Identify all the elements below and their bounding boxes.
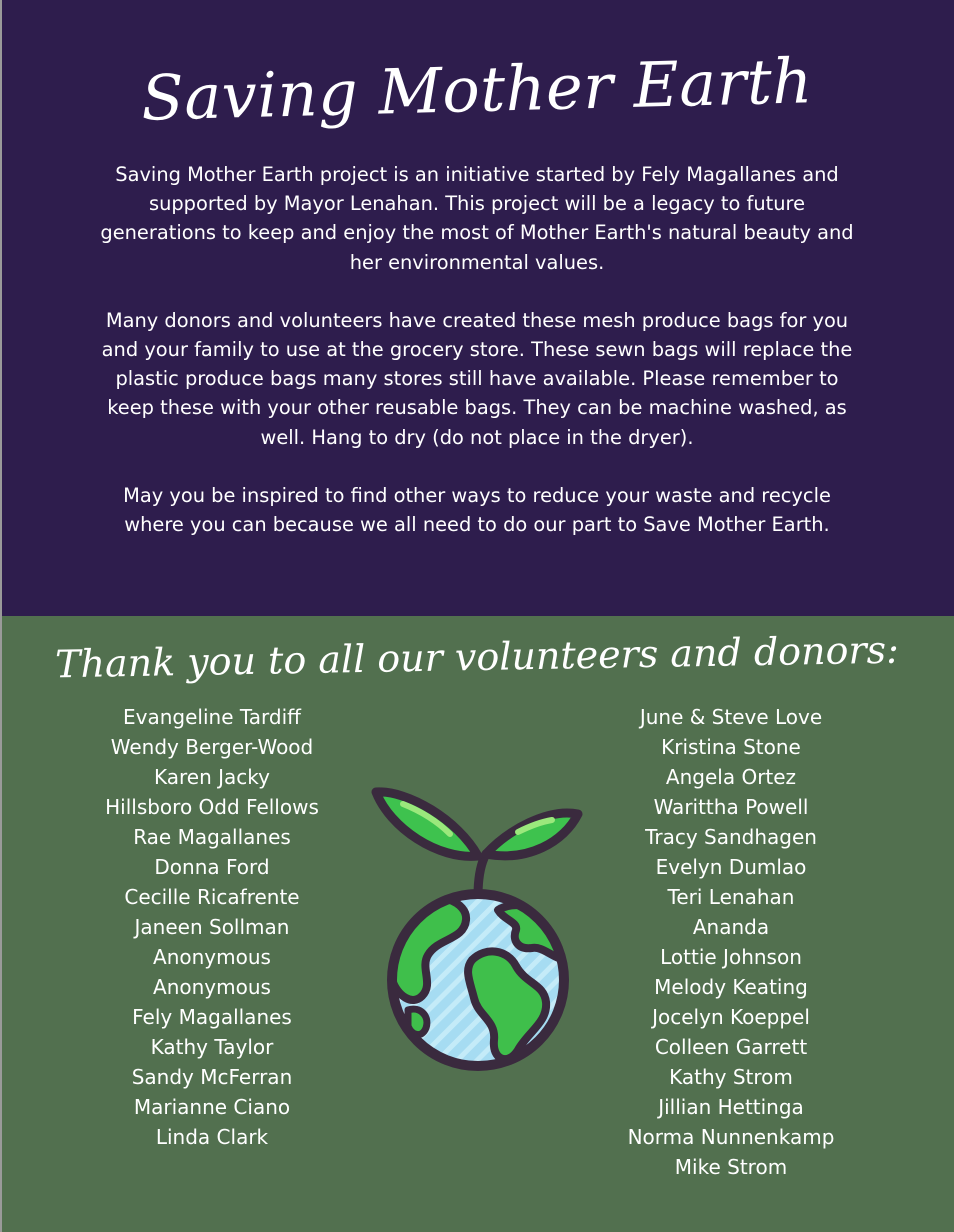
donor-name: Sandy McFerran: [131, 1065, 293, 1089]
donor-list-left: [72, 702, 352, 1152]
thanks-heading: Thank you to all our volunteers and donors:: [54, 627, 900, 687]
intro-paragraph: Many donors and volunteers have created these mesh produce bags for you and your family to use at the grocery store. These sewn bags will replace the plastic produce bags many stores still have available. Please remember to keep these with your other reusable bags. They can be machine washed, as well. Hang to dry (do not place in the dryer).: [101, 308, 853, 449]
earth-sprout-icon: [368, 770, 588, 1080]
donor-name: Ananda: [692, 915, 770, 939]
donor-name: Melody Keating: [654, 975, 808, 999]
donor-name: Evangeline Tardiff: [123, 705, 301, 729]
donor-name: Evelyn Dumlao: [655, 855, 807, 879]
donor-name: Rae Magallanes: [133, 825, 291, 849]
donor-name: Teri Lenahan: [667, 885, 795, 909]
donor-name: Norma Nunnenkamp: [627, 1125, 835, 1149]
donor-list-right: [591, 702, 871, 1182]
donor-name: Janeen Sollman: [134, 915, 290, 939]
donor-name: Lottie Johnson: [660, 945, 802, 969]
donor-name: June & Steve Love: [639, 705, 823, 729]
donor-name: Kathy Strom: [669, 1065, 793, 1089]
donor-name: Anonymous: [153, 945, 271, 969]
intro-text: [95, 160, 859, 568]
donor-name: Jillian Hettinga: [658, 1095, 804, 1119]
donor-name: Karen Jacky: [154, 765, 270, 789]
donor-name: Kristina Stone: [661, 735, 801, 759]
donor-name: Donna Ford: [154, 855, 270, 879]
page-edge-line: [0, 0, 2, 1232]
donor-name: Kathy Taylor: [150, 1035, 274, 1059]
donor-name: Marianne Ciano: [133, 1095, 291, 1119]
intro-paragraph: Saving Mother Earth project is an initiative started by Fely Magallanes and supported by Mayor Lenahan. This project will be a legacy to future generations to keep and enjoy the most of Mother Earth's natural beauty and her environmental values.: [100, 163, 854, 274]
donor-name: Hillsboro Odd Fellows: [105, 795, 319, 819]
donor-name: Colleen Garrett: [654, 1035, 808, 1059]
donor-name: Jocelyn Koeppel: [652, 1005, 810, 1029]
donor-name: Tracy Sandhagen: [645, 825, 817, 849]
page-title: Saving Mother Earth: [140, 44, 814, 135]
donor-name: Wendy Berger-Wood: [110, 735, 314, 759]
intro-paragraph: May you be inspired to find other ways to reduce your waste and recycle where you can because we all need to do our part to Save Mother Earth.: [123, 483, 831, 537]
donor-name: Anonymous: [153, 975, 271, 999]
donor-name: Cecille Ricafrente: [124, 885, 300, 909]
donor-name: Linda Clark: [155, 1125, 269, 1149]
donor-name: Warittha Powell: [653, 795, 809, 819]
donor-name: Mike Strom: [674, 1155, 788, 1179]
donor-name: Fely Magallanes: [132, 1005, 292, 1029]
donor-name: Angela Ortez: [665, 765, 797, 789]
